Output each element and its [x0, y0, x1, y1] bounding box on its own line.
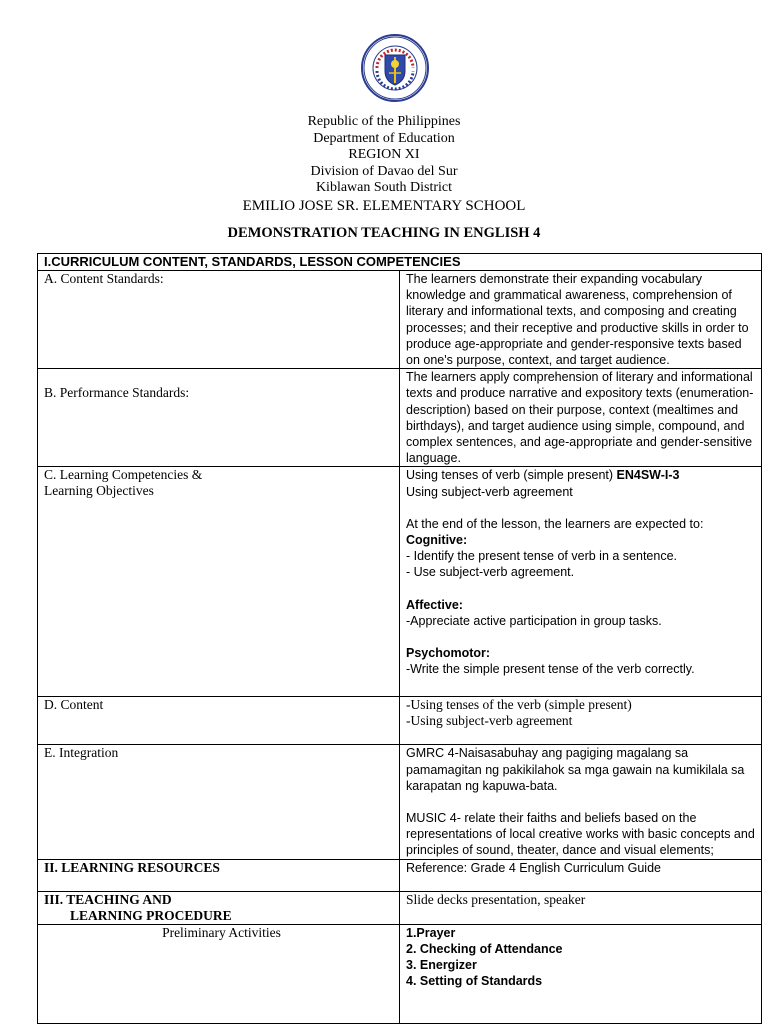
competency-line2: Using subject-verb agreement — [406, 484, 573, 499]
cognitive-label: Cognitive: — [406, 533, 468, 548]
affective-label: Affective: — [406, 597, 463, 612]
learning-resources-label: II. LEARNING RESOURCES — [38, 859, 400, 891]
document-title: DEMONSTRATION TEACHING IN ENGLISH 4 — [227, 225, 541, 241]
integration-gmrc: GMRC 4-Naisasabuhay ang pagiging magalang sa pamamagitan ng pakikilahok sa mga gawain na kumikilala sa karapatan ng kapuwa-bata. — [406, 746, 745, 793]
header-line-division: Division of Davao del Sur — [310, 163, 458, 179]
procedure-label-line2: LEARNING PROCEDURE — [70, 907, 232, 923]
content-standards-label: A. Content Standards: — [38, 271, 400, 369]
competencies-label-cell — [38, 467, 400, 697]
integration-music: MUSIC 4- relate their faiths and beliefs based on the representations of local creative works with basic concepts and principles of sound, theater, dance and visual elements; — [406, 811, 755, 858]
competency-line1-text: Using tenses of verb (simple present) — [406, 468, 617, 483]
learning-resources-row — [38, 859, 762, 891]
header-line-department: Department of Education — [313, 130, 455, 146]
affective-objective-1: -Appreciate active participation in group tasks. — [406, 613, 662, 628]
section-curriculum-heading: I.CURRICULUM CONTENT, STANDARDS, LESSON COMPETENCIES — [38, 254, 762, 271]
performance-standards-label: B. Performance Standards: — [44, 385, 190, 401]
content-text-cell — [400, 697, 762, 745]
content-line1: -Using tenses of the verb (simple present) — [406, 697, 632, 713]
objectives-intro: At the end of the lesson, the learners are expected to: — [406, 516, 704, 531]
performance-standards-label-cell — [38, 369, 400, 467]
procedure-label-cell — [38, 891, 400, 924]
psychomotor-objective-1: -Write the simple present tense of the verb correctly. — [406, 662, 695, 677]
psychomotor-label: Psychomotor: — [406, 646, 491, 661]
competency-code: EN4SW-I-3 — [616, 468, 680, 483]
procedure-row — [38, 891, 762, 924]
cognitive-objective-2: - Use subject-verb agreement. — [406, 565, 575, 580]
competencies-row — [38, 467, 762, 697]
preliminary-item-energizer: 3. Energizer — [406, 958, 477, 973]
header-line-republic: Republic of the Philippines — [307, 114, 461, 129]
preliminary-item-prayer: 1.Prayer — [406, 925, 456, 940]
deped-seal-logo — [359, 33, 431, 103]
content-line2: -Using subject-verb agreement — [406, 713, 573, 729]
content-standards-row — [38, 271, 762, 369]
content-standards-text: The learners demonstrate their expanding vocabulary knowledge and grammatical awareness, comprehension of literary and informational texts, and composing and creating processes; and their receptive and productive skills in order to produce age-appropriate and gender-responsive texts based on one's purpose, context, and target audience. — [400, 271, 762, 369]
learning-resources-text: Reference: Grade 4 English Curriculum Guide — [400, 859, 762, 891]
preliminary-item-standards: 4. Setting of Standards — [406, 974, 543, 989]
school-name: EMILIO JOSE SR. ELEMENTARY SCHOOL — [242, 197, 526, 214]
header-line-region: REGION XI — [348, 147, 420, 163]
content-row — [38, 697, 762, 745]
procedure-text: Slide decks presentation, speaker — [400, 891, 762, 924]
competencies-text-cell — [400, 467, 762, 697]
preliminary-item-attendance: 2. Checking of Attendance — [406, 941, 563, 956]
cognitive-objective-1: - Identify the present tense of verb in a sentence. — [406, 549, 677, 564]
preliminary-items-cell — [400, 924, 762, 1023]
preliminary-label: Preliminary Activities — [38, 924, 400, 1023]
lesson-plan-table — [37, 253, 762, 1024]
document-header — [0, 114, 768, 215]
competency-line1 — [406, 467, 757, 483]
preliminary-row — [38, 924, 762, 1023]
competencies-label-line2: Learning Objectives — [44, 483, 154, 499]
integration-row — [38, 745, 762, 859]
performance-standards-text: The learners apply comprehension of literary and informational texts and produce narrative and expository texts (enumeration-description) based on their purpose, context (mealtimes and birthdays), and target audience using simple, compound, and complex sentences, and age-appropriate and gender-sensitive language. — [400, 369, 762, 467]
content-label: D. Content — [38, 697, 400, 745]
header-line-district: Kiblawan South District — [315, 180, 453, 196]
competencies-label-line1: C. Learning Competencies & — [44, 467, 203, 483]
section-header-row — [38, 254, 762, 271]
performance-standards-row — [38, 369, 762, 467]
integration-label: E. Integration — [38, 745, 400, 859]
procedure-label-line1: III. TEACHING AND — [44, 891, 172, 907]
integration-text-cell — [400, 745, 762, 859]
